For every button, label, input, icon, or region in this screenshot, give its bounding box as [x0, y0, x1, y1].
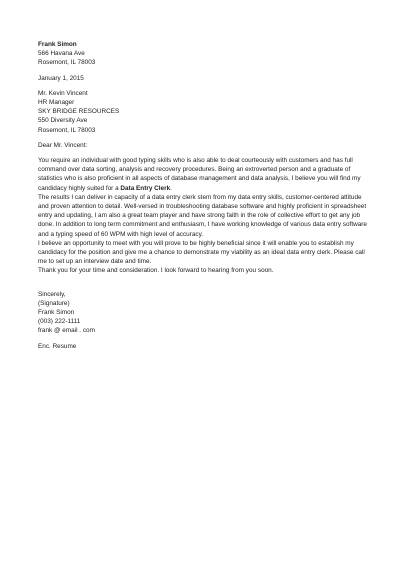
letter-date: January 1, 2015 — [38, 74, 84, 82]
recipient-company: SKY BRIDGE RESOURCES — [38, 108, 120, 116]
closing-block — [38, 290, 373, 336]
paragraph-1-text: You require an individual with good typing skills who is also able to deal courteously with customers and has full command over data sorting, analysis and recovery procedures. Being an extroverted person and a graduate of statistics who is also proficient in all aspects of database management and data analysis, I believe you will find my candidacy highly suited for a — [38, 157, 361, 192]
paragraph-1 — [38, 156, 373, 193]
recipient-block — [38, 89, 373, 135]
job-title-emphasis: Data Entry Clerk — [120, 184, 171, 192]
sender-city: Rosemont, IL 78003 — [38, 59, 96, 67]
closing-name: Frank Simon — [38, 309, 75, 317]
recipient-street: 550 Diversity Ave — [38, 117, 88, 125]
paragraph-4: Thank you for your time and consideration. I look forward to hearing from you soon. — [38, 267, 274, 275]
paragraph-3: I believe an opportunity to meet with you will prove to be highly beneficial since it will enable you to establish my candidacy for the position and give me a chance to demonstrate my viability as an ideal data entry clerk. Please call me to set up an interview date and time. — [38, 239, 365, 266]
cover-letter — [38, 40, 373, 351]
date-block — [38, 74, 373, 83]
valediction: Sincerely, — [38, 290, 66, 298]
salutation-block — [38, 141, 373, 150]
salutation: Dear Mr. Vincent: — [38, 141, 88, 149]
closing-phone: (003) 222-1111 — [38, 318, 81, 326]
sender-street: 566 Havana Ave — [38, 50, 85, 58]
sender-name: Frank Simon — [38, 41, 77, 48]
closing-email: frank @ email . com — [38, 327, 95, 335]
enclosure: Enc. Resume — [38, 342, 77, 350]
paragraph-2: The results I can deliver in capacity of a data entry clerk stem from my data entry skills, customer-centered attitude and proven attention to detail. Well-versed in troubleshooting database software and highly proficient in spreadsheet entry and updating, I am also a great team player and have strong faith in the role of collective effort to get any job done. In addition to long term commitment and enthusiasm, I have working knowledge of various data entry software and a typing speed of 60 WPM with high level of accuracy. — [38, 193, 367, 238]
enclosure-block — [38, 342, 373, 351]
paragraph-1-end: . — [170, 184, 172, 192]
recipient-name: Mr. Kevin Vincent — [38, 89, 88, 97]
recipient-city: Rosemont, IL 78003 — [38, 126, 96, 134]
recipient-title: HR Manager — [38, 99, 75, 107]
signature-placeholder: (Signature) — [38, 299, 70, 307]
sender-block — [38, 40, 373, 68]
